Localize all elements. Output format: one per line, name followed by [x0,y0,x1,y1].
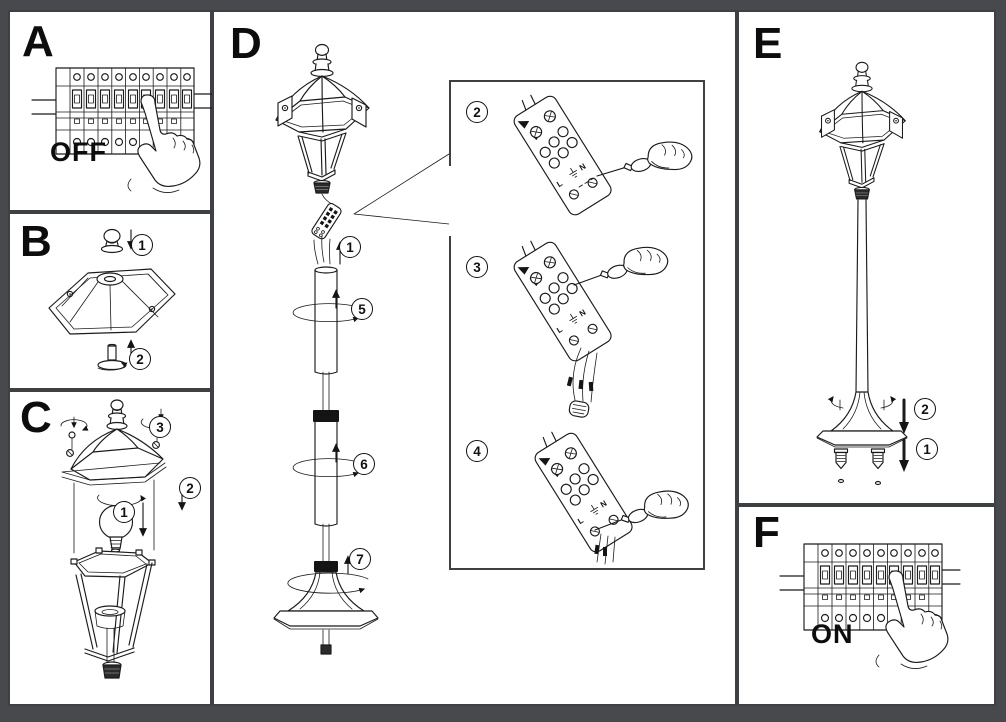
step-badge-lid-screw: 3 [149,416,171,438]
step-badge-bulb: 1 [113,501,135,523]
step-badge-pole-upper: 5 [351,298,373,320]
step-badge-pole-lower: 6 [353,453,375,475]
step-badge-base: 7 [349,548,371,570]
off-caption: OFF [50,137,107,167]
step-badge-lid: 2 [179,477,201,499]
panel-b [8,212,212,390]
panel-d [212,10,737,706]
cap-assembly-drawing [18,217,208,387]
lantern-head [276,45,369,194]
panel-a [8,10,212,212]
lamp-pole [856,200,868,392]
hanging-connector [310,194,342,240]
step-badge-wires: 1 [339,236,361,258]
step-badge-base-screws: 2 [914,398,936,420]
terminal-step-insert-wires [506,231,669,418]
panel-d-letter: D [230,19,262,68]
hex-cap [49,269,175,334]
lantern-lid [62,400,166,485]
callout-lines [354,154,449,224]
lantern-bulb-drawing [15,393,209,703]
breaker-off-drawing [32,48,212,208]
panel-b-letter: B [20,217,52,266]
pole-wires [314,236,340,264]
terminal-step-clamp [527,422,689,564]
breaker-on-drawing [780,524,960,684]
panel-e [737,10,996,505]
step-badge-screw: 2 [129,348,151,370]
step-badge-anchors: 1 [916,438,938,460]
pole-base [274,557,378,654]
finial-knob [102,230,123,253]
terminal-steps-drawing [451,82,703,568]
step-badge-finial: 1 [131,234,153,256]
cap-screw [98,345,126,371]
panel-c-letter: C [20,393,52,442]
step-badge-terminal: 2 [466,101,488,123]
panel-f-letter: F [753,508,780,557]
panel-f [737,505,996,706]
pole-upper-section [293,267,362,422]
on-caption: ON [811,619,854,649]
step-badge-wire-insert: 3 [466,256,488,278]
assembled-lamp-drawing [739,12,998,507]
lantern-cage [71,548,155,678]
lantern-head [820,62,906,199]
panel-a-letter: A [22,17,54,66]
wiring-detail-box [449,80,705,570]
step-badge-clamp: 4 [466,440,488,462]
terminal-step-open [506,85,693,217]
pole-lower-section [293,422,362,572]
lamp-base [817,392,907,447]
panel-e-letter: E [753,19,783,68]
wall-anchors [835,449,885,485]
panel-c [8,390,212,706]
